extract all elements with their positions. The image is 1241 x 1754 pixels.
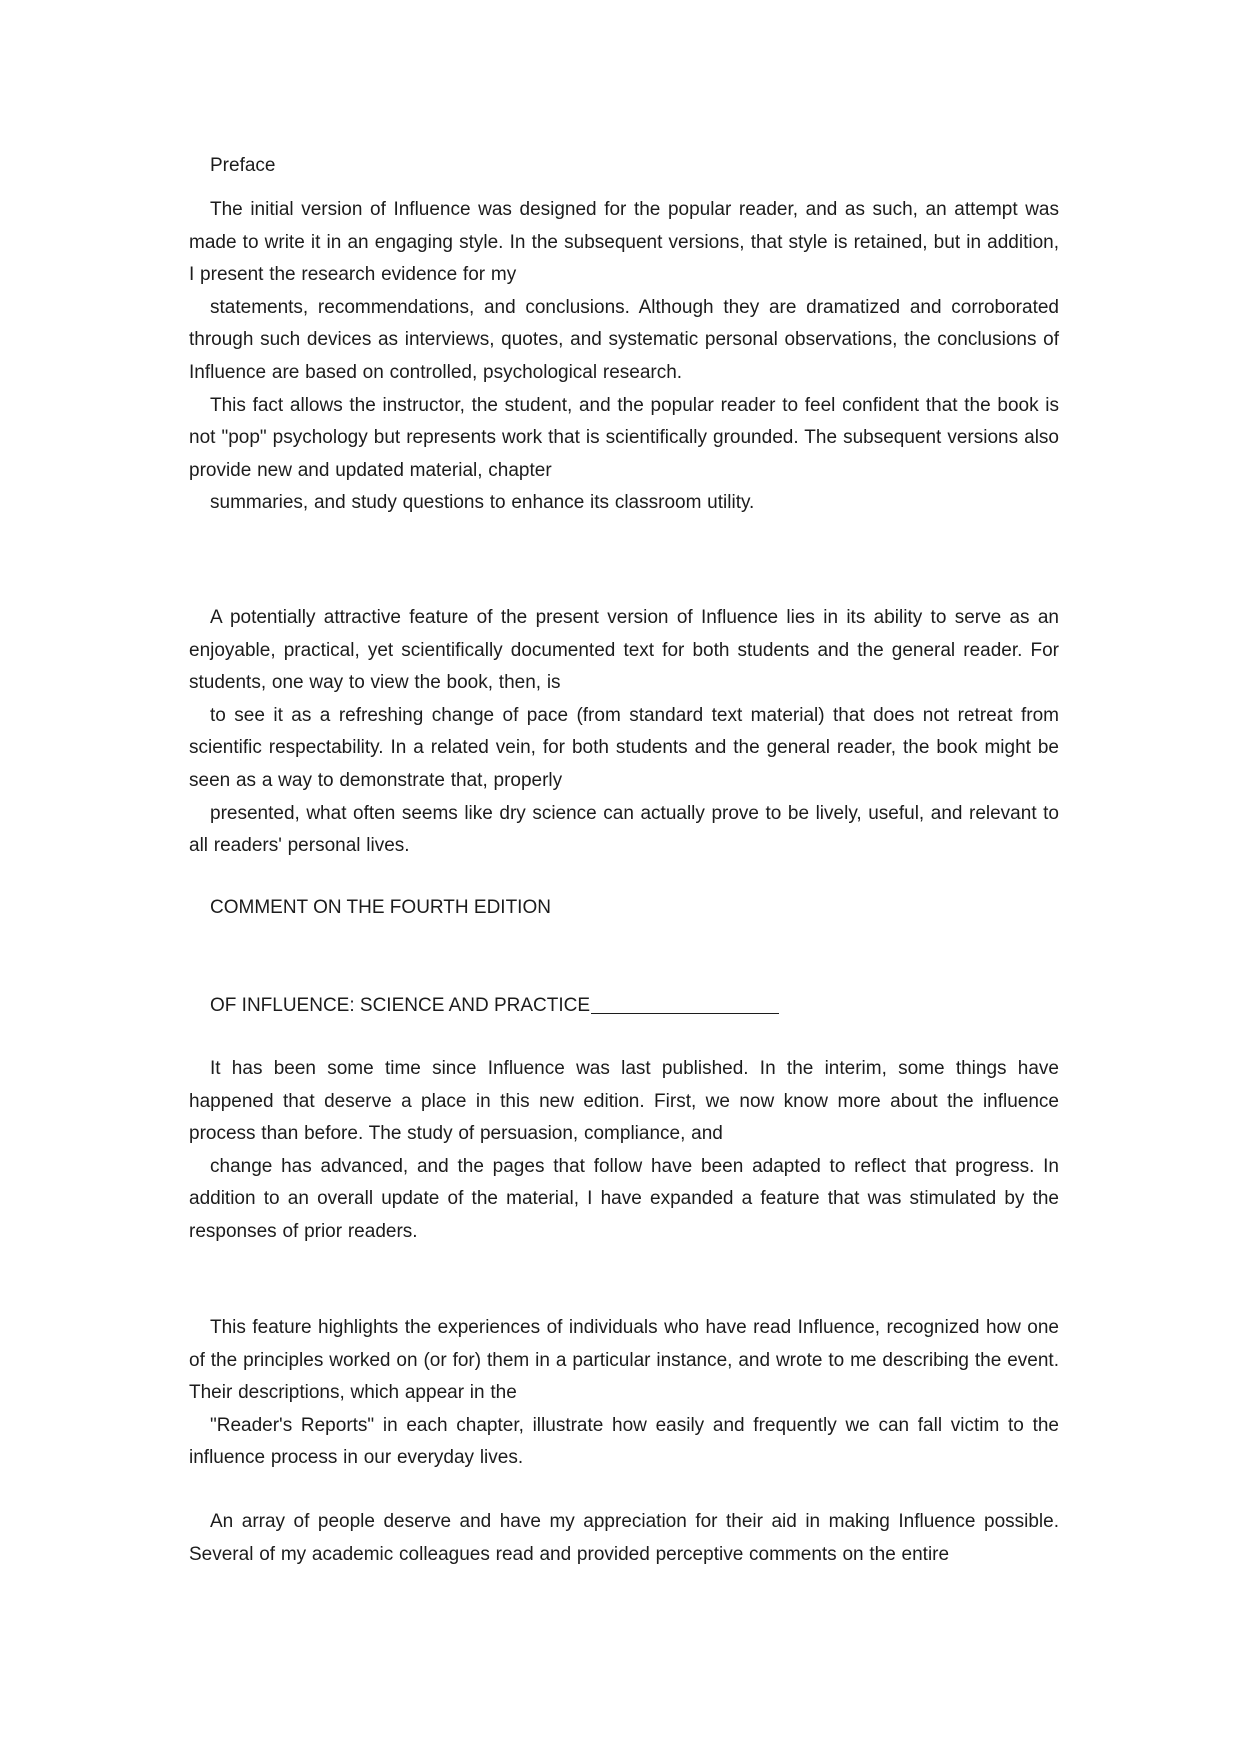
paragraph: to see it as a refreshing change of pace (from standard text material) that does not retreat from scientific respectability. In a related vein, for both students and the general reader, the book might be seen as a way to demonstrate that, properly — [189, 704, 1059, 791]
paragraph: change has advanced, and the pages that follow have been adapted to reflect that progress. In addition to an overall update of the material, I have expanded a feature that was stimulated by the responses of prior readers. — [189, 1155, 1059, 1242]
paragraph: statements, recommendations, and conclusions. Although they are dramatized and corroborated through such devices as interviews, quotes, and systematic personal observations, the conclusions of Influence are based on controlled, psychological research. — [189, 296, 1059, 383]
paragraph: An array of people deserve and have my appreciation for their aid in making Influence possible. Several of my academic colleagues read and provided perceptive comments on the entire — [189, 1511, 1059, 1565]
comment-heading-1-block — [189, 892, 1059, 925]
comment-heading-2-block — [189, 990, 1059, 1023]
paragraph: This fact allows the instructor, the student, and the popular reader to feel confident that the book is not "pop" psychology but represents work that is scientifically grounded. The subsequent versions also provide new and updated material, chapter — [189, 394, 1059, 481]
paragraph: The initial version of Influence was designed for the popular reader, and as such, an attempt was made to write it in an engaging style. In the subsequent versions, that style is retained, but in addition, I present the research evidence for my — [189, 199, 1059, 286]
paragraph: This feature highlights the experiences of individuals who have read Influence, recognized how one of the principles worked on (or for) them in a particular instance, and wrote to me describing the event. Their descriptions, which appear in the — [189, 1317, 1059, 1404]
paragraph: summaries, and study questions to enhance its classroom utility. — [210, 492, 755, 514]
section-heading: COMMENT ON THE FOURTH EDITION — [210, 897, 551, 918]
section-heading-text: OF INFLUENCE: SCIENCE AND PRACTICE — [210, 995, 591, 1016]
section-title: Preface — [210, 155, 276, 176]
comment-paragraphs-2 — [189, 1312, 1059, 1475]
comment-paragraphs-3 — [189, 1506, 1059, 1571]
comment-paragraphs-1 — [189, 1053, 1059, 1249]
paragraph: presented, what often seems like dry science can actually prove to be lively, useful, and relevant to all readers' personal lives. — [189, 802, 1059, 857]
paragraph: It has been some time since Influence was last published. In the interim, some things have happened that deserve a place in this new edition. First, we now know more about the influence process than before. The study of persuasion, compliance, and — [189, 1058, 1059, 1145]
paragraph: A potentially attractive feature of the present version of Influence lies in its ability to serve as an enjoyable, practical, yet scientifically documented text for both students and the general reader. For students, one way to view the book, then, is — [189, 607, 1059, 694]
underline-rule — [591, 1013, 779, 1014]
paragraph: "Reader's Reports" in each chapter, illustrate how easily and frequently we can fall victim to the influence process in our everyday lives. — [189, 1414, 1059, 1469]
preface-title-block — [189, 150, 1059, 183]
preface-paragraphs-1 — [189, 194, 1059, 520]
preface-paragraphs-2 — [189, 602, 1059, 863]
section-heading-line-2 — [189, 990, 1059, 1023]
